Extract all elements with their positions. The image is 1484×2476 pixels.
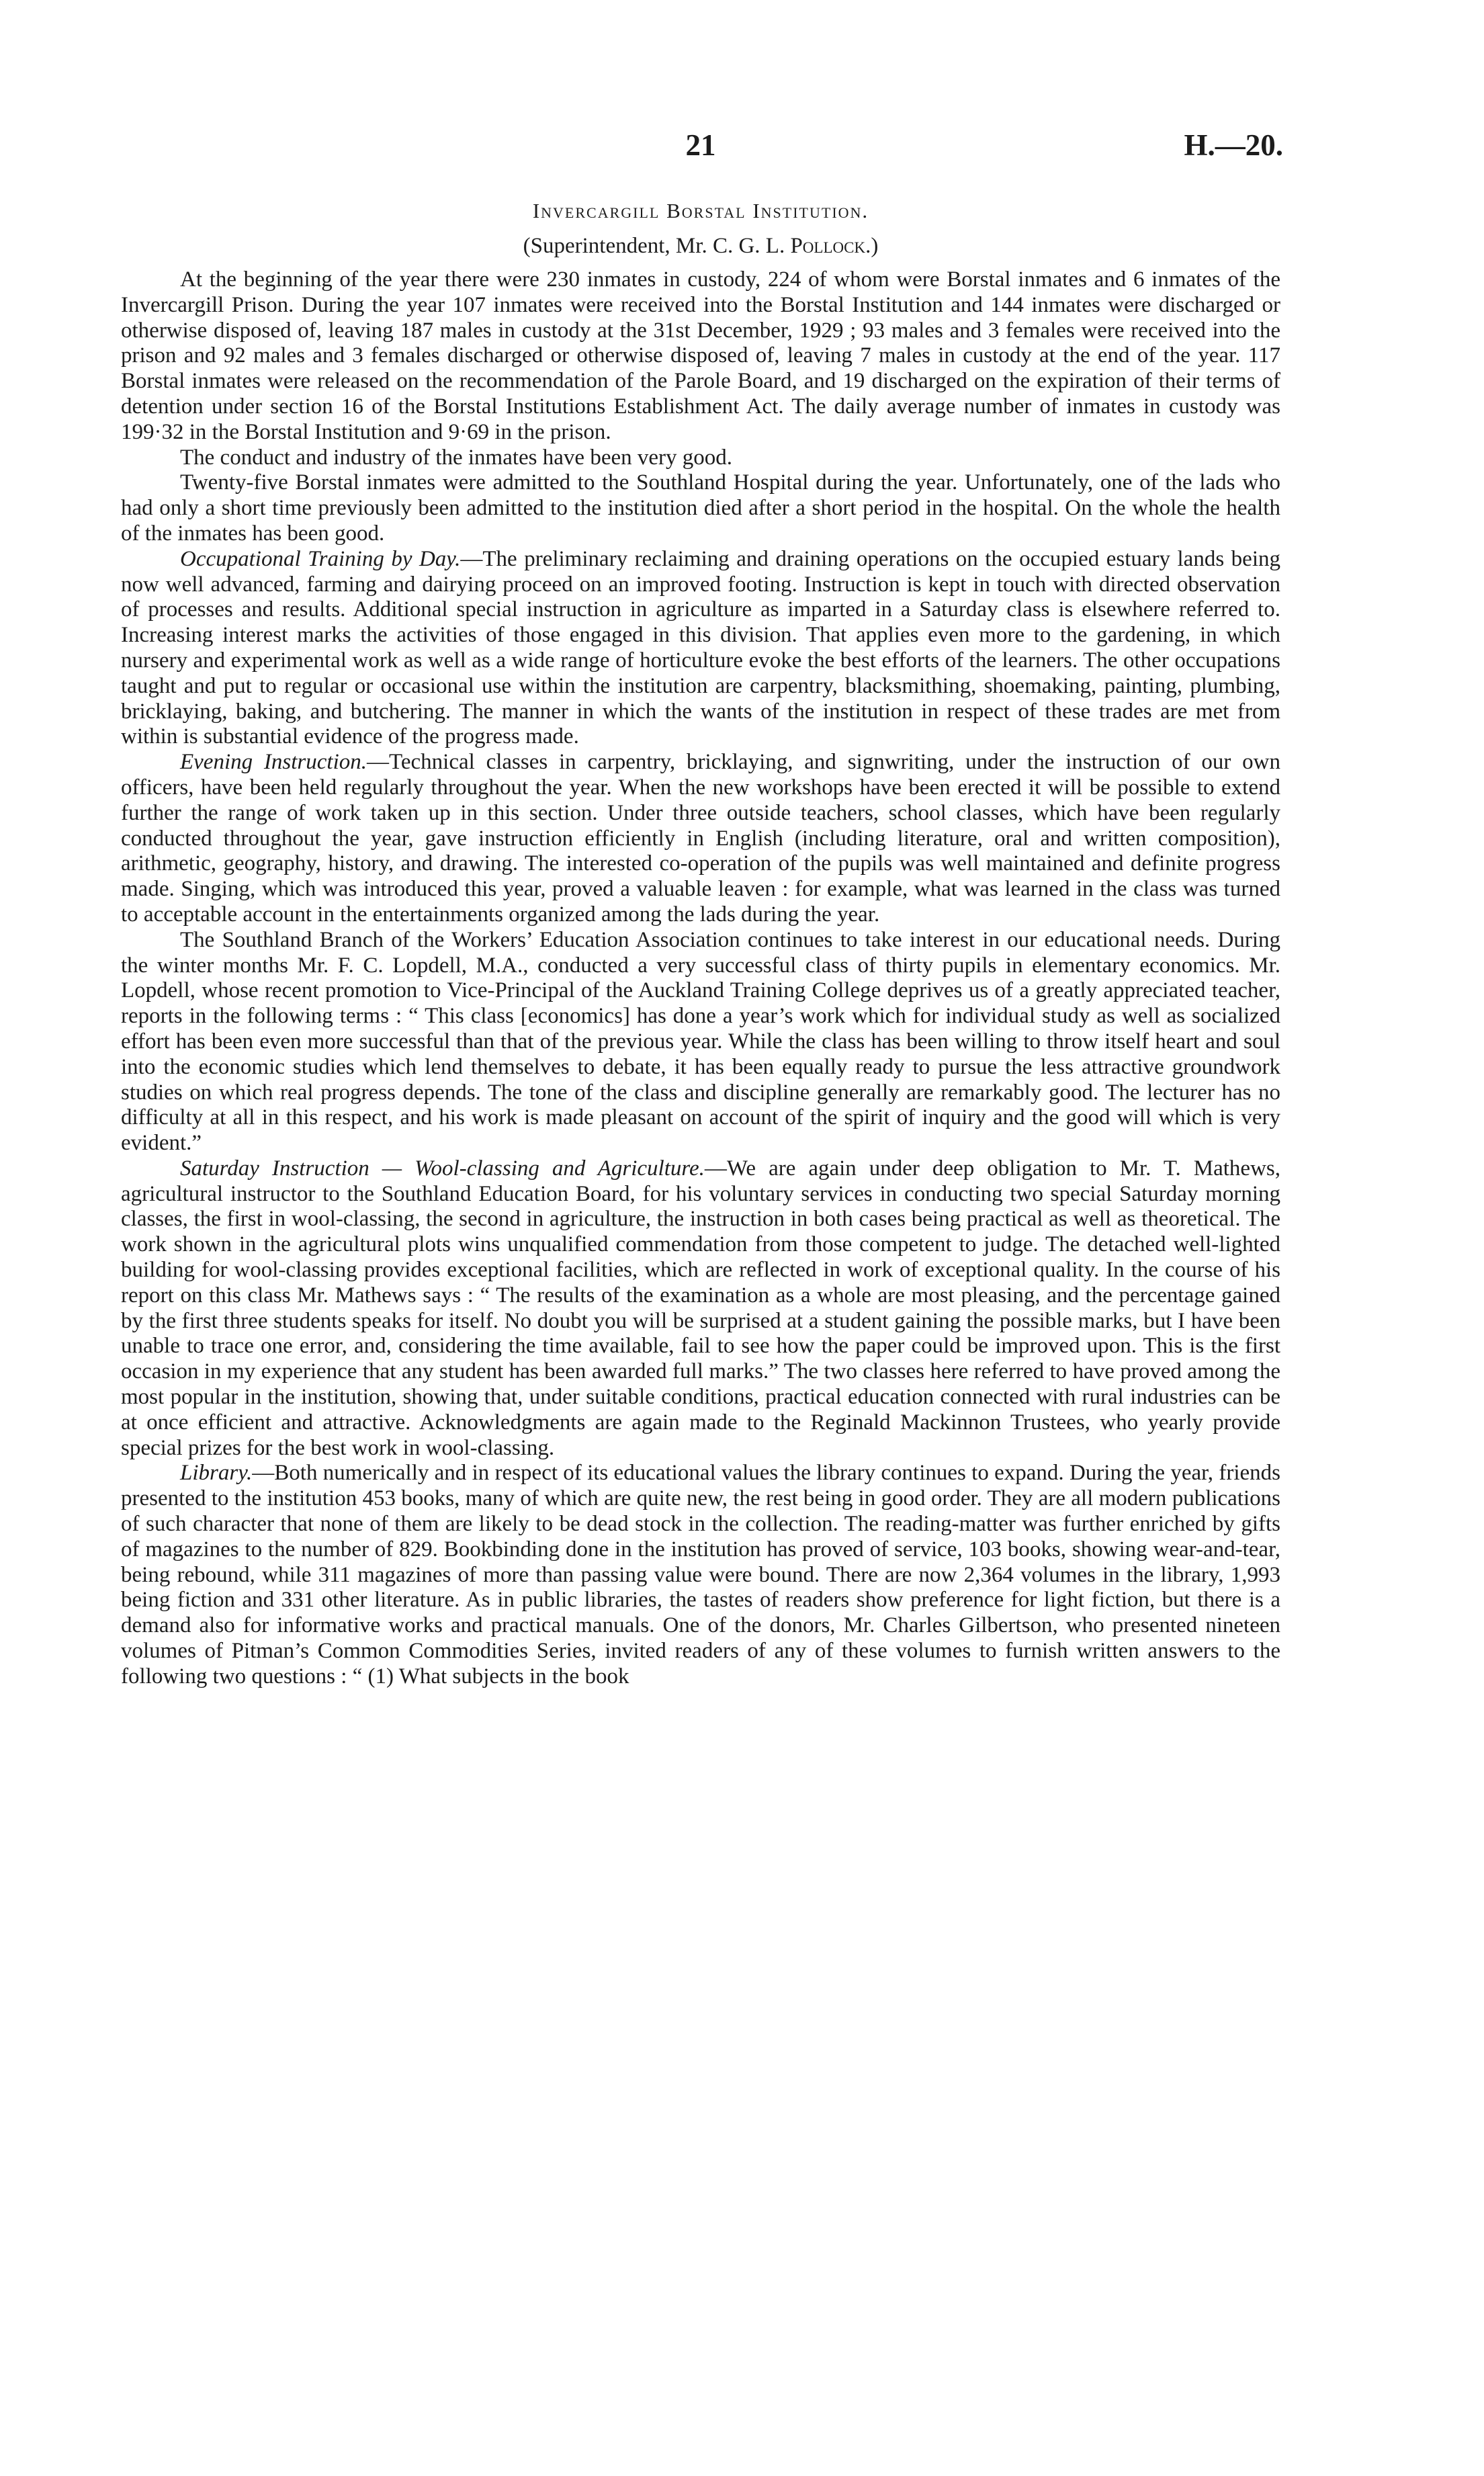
paragraph-workers-education: The Southland Branch of the Workers’ Education Association continues to take interest in our educational needs. During the winter months Mr. F. C. Lopdell, M.A., conducted a very successful class of thirty pupils in elementary economics. Mr. Lopdell, whose recent promotion to Vice-Principal of the Auckland Training College deprives us of a greatly appreciated teacher, reports in the following terms : “ This class [economics] has done a year’s work which for individual study as well as socialized effort has been even more successful than that of the previous year. While the class has been willing to throw itself heart and soul into the economic studies which lend themselves to debate, it has been equally ready to pursue the less attractive groundwork studies on which real progress depends. The tone of the class and discipline generally are remarkably good. The lecturer has no difficulty at all in this respect, and his work is made pleasant on account of the spirit of inquiry and the good will which is very evident.” — [121, 927, 1280, 1156]
page-header — [121, 128, 1283, 179]
paragraph-conduct: The conduct and industry of the inmates have been very good. — [180, 445, 733, 470]
superintendent-name: Pollock — [790, 234, 866, 258]
document-page — [121, 128, 1283, 1690]
library-text: —Both numerically and in respect of its educational values the library continues to expand. During the year, friends presented to the institution 453 books, many of which are quite new, the rest being in good order. They are all modern publications of such character that none of them are likely to be dead stock in the collection. The reading-matter was further enriched by gifts of magazines to the number of 829. Bookbinding done in the institution has proved of service, 103 books, showing wear-and-tear, being rebound, while 311 magazines of more than passing value were bound. There are now 2,364 volumes in the library, 1,993 being fiction and 331 other literature. As in public libraries, the tastes of readers show preference for light fiction, but there is a demand also for informative works and practical manuals. One of the donors, Mr. Charles Gilbertson, who presented nineteen volumes of Pitman’s Common Commodities Series, invited readers of any of these volumes to furnish written answers to the following two questions : “ (1) What subjects in the book — [121, 1461, 1280, 1689]
paragraph-saturday-instruction — [121, 1156, 1280, 1461]
saturday-instruction-text: —We are again under deep obligation to Mr. T. Mathews, agricultural instructor to the Southland Education Board, for his voluntary services in conducting two special Saturday morning classes, the first in wool-classing, the second in agriculture, the instruction in both cases being practical as well as theoretical. The work shown in the agricultural plots wins unqualified commendation from those competent to judge. The detached well-lighted building for wool-classing provides exceptional facilities, which are reflected in work of exceptional quality. In the course of his report on this class Mr. Mathews says : “ The results of the examination as a whole are most pleasing, and the percentage gained by the first three students speaks for itself. No doubt you will be surprised at a student gaining the possible marks, but I have been unable to trace one error, and, considering the time available, fail to see how the paper could be improved upon. This is the first occasion in my experience that any student has been awarded full marks.” The two classes here referred to have proved among the most popular in the institution, showing that, under suitable conditions, practical education connected with rural industries can be at once efficient and attractive. Acknowledgments are again made to the Reginald Mackinnon Trustees, who yearly provide special prizes for the best work in wool-classing. — [121, 1156, 1280, 1460]
occupational-training-heading: Occupational Training by Day. — [180, 546, 461, 571]
page-number: 21 — [685, 128, 716, 162]
library-heading: Library. — [180, 1461, 253, 1486]
paragraph-custody: At the beginning of the year there were 230 inmates in custody, 224 of whom were Borstal inmates and 6 inmates of the Invercargill Prison. During the year 107 inmates were received into the Borstal Institution and 144 inmates were discharged or otherwise disposed of, leaving 187 males in custody at the 31st December, 1929 ; 93 males and 3 females were received into the prison and 92 males and 3 females discharged or otherwise disposed of, leaving 7 males in custody at the end of the year. 117 Borstal inmates were released on the recommendation of the Parole Board, and 19 discharged on the expiration of their terms of detention under section 16 of the Borstal Institutions Establishment Act. The daily average number of inmates in custody was 199·32 in the Borstal Institution and 9·69 in the prison. — [121, 267, 1280, 444]
evening-instruction-text: —Technical classes in carpentry, bricklaying, and signwriting, under the instruction of our own officers, have been held regularly throughout the year. When the new workshops have been erected it will be possible to extend further the range of work taken up in this section. Under three outside teachers, school classes, which have been regularly conducted throughout the year, gave instruction efficiently in English (including literature, oral and written composition), arithmetic, geography, history, and drawing. The interested co-operation of the pupils was well maintained and definite progress made. Singing, which was introduced this year, proved a valuable leaven : for example, what was learned in the class was turned to acceptable account in the entertainments organized among the lads during the year. — [121, 750, 1280, 927]
saturday-instruction-heading: Saturday Instruction — Wool-classing and Agriculture. — [180, 1156, 705, 1181]
section-title: Invercargill Borstal Institution. — [532, 199, 869, 222]
paragraph-health: Twenty-five Borstal inmates were admitted to the Southland Hospital during the year. Unfortunately, one of the lads who had only a short time previously been admitted to the institution died after a short period in the hospital. On the whole the health of the inmates has been good. — [121, 470, 1280, 546]
paragraph-evening-instruction — [121, 750, 1280, 928]
paragraph-occupational-training — [121, 547, 1280, 750]
evening-instruction-heading: Evening Instruction. — [180, 750, 367, 775]
occupational-training-text: —The preliminary reclaiming and draining operations on the occupied estuary lands being now well advanced, farming and dairying proceed on an improved footing. Instruction is kept in touch with directed observation of processes and results. Additional special instruction in agriculture as imparted in a Saturday class is elsewhere referred to. Increasing interest marks the activities of those engaged in this division. That applies even more to the gardening, in which nursery and experimental work as well as a wide range of horticulture evoke the best efforts of the learners. The other occupations taught and put to regular or occasional use within the institution are carpentry, blacksmithing, shoemaking, painting, plumbing, bricklaying, baking, and butchering. The manner in which the wants of the institution in respect of these trades are met from within is substantial evidence of the progress made. — [121, 546, 1280, 749]
paragraph-library — [121, 1461, 1280, 1689]
subtitle-prefix: (Superintendent, Mr. C. G. L. — [523, 234, 791, 258]
subtitle-suffix: .) — [865, 234, 879, 258]
section-subtitle — [121, 230, 1280, 262]
document-reference: H.—20. — [1184, 128, 1283, 162]
